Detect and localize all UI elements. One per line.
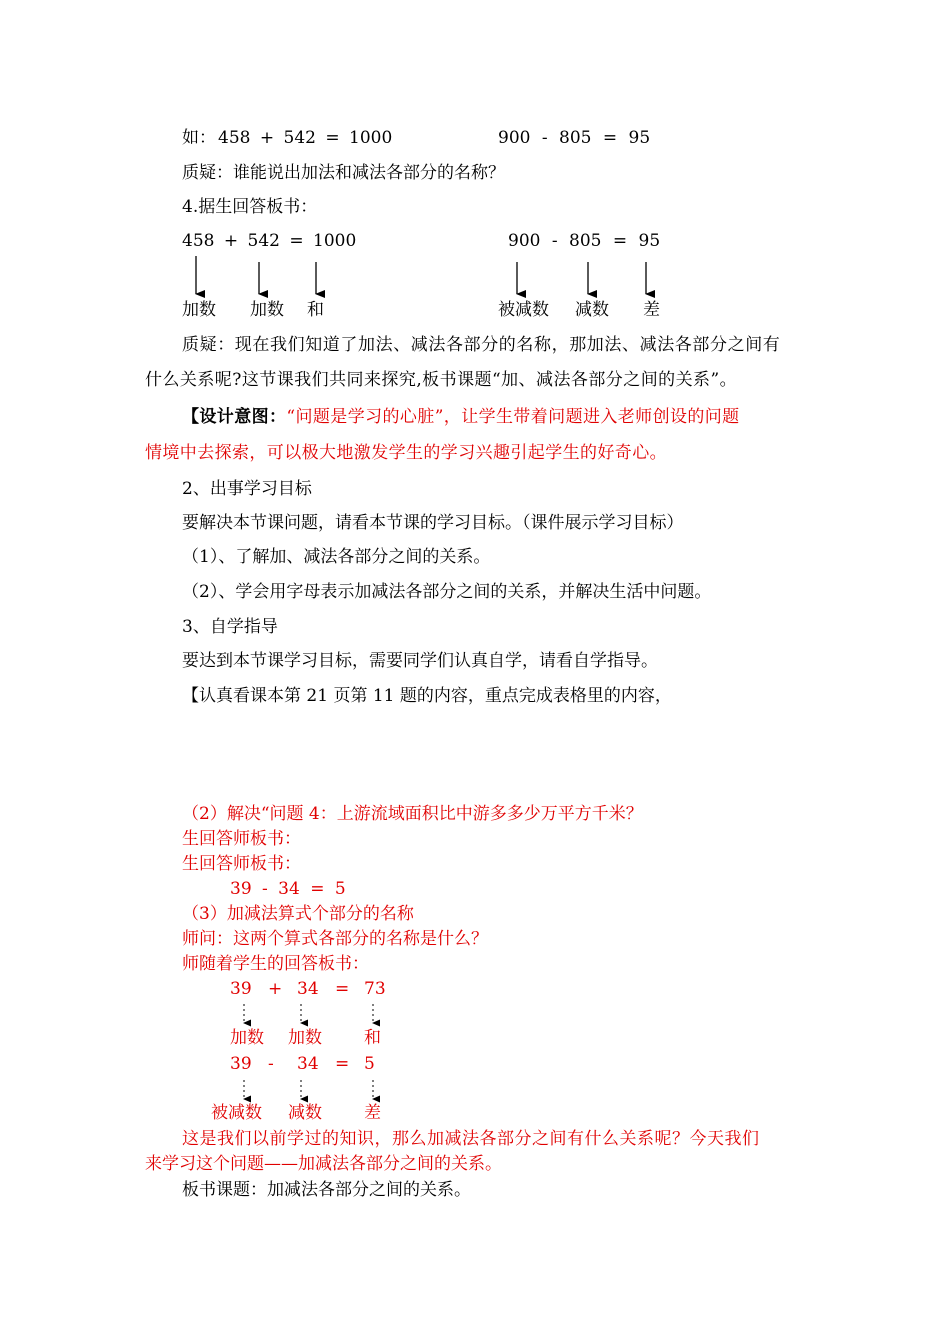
red-sub-part-3: 34 [297,1054,319,1074]
red-sub-part-2: - [268,1054,274,1074]
design-intent-text-1: “问题是学习的心脏”，让学生带着问题进入老师创设的问题 [286,407,740,427]
red-add-part-1: 39 [230,979,252,999]
red-add-part-2: + [268,979,283,999]
label-sum: 和 [307,300,324,320]
red-label-minuend: 被减数 [211,1103,262,1123]
red-add-part-4: = [335,979,350,999]
red-sub-part-1: 39 [230,1054,252,1074]
red-equation: 39 - 34 = 5 [230,879,346,899]
board-sub-equation: 900 - 805 = 95 [508,231,661,251]
red-add-part-3: 34 [297,979,319,999]
design-intent-line-1 [182,407,740,427]
red-label-sum: 和 [364,1028,381,1048]
board-add-equation: 458 + 542 = 1000 [182,231,357,251]
label-minuend: 被减数 [498,300,549,320]
section-2-title: 2、出事学习目标 [182,479,312,499]
red-label-addend-1: 加数 [230,1028,264,1048]
design-intent-label: 【设计意图： [182,407,287,427]
red-sub-part-4: = [335,1054,350,1074]
red-teacher-question: 师问：这两个算式各部分的名称是什么？ [182,929,488,949]
question-2-line-2: 什么关系呢?这节课我们共同来探究,板书课题“加、减法各部分之间的关系”。 [145,370,738,390]
red-label-subtrahend: 减数 [288,1103,322,1123]
section-3-task: 【认真看课本第 21 页第 11 题的内容，重点完成表格里的内容， [182,686,672,706]
question-1: 质疑：谁能说出加法和减法各部分的名称？ [182,163,505,183]
step-4: 4.据生回答板书： [182,197,318,217]
example-add-equation: 458 + 542 = 1000 [218,128,393,148]
question-2-line-1: 质疑：现在我们知道了加法、减法各部分的名称，那加法、减法各部分之间有 [182,335,781,355]
label-difference: 差 [643,300,660,320]
red-label-addend-2: 加数 [288,1028,322,1048]
red-closing-line-2: 来学习这个问题——加减法各部分之间的关系。 [145,1154,502,1174]
red-add-part-5: 73 [364,979,386,999]
section-2-intro: 要解决本节课问题，请看本节课的学习目标。（课件展示学习目标） [182,513,684,533]
label-addend-2: 加数 [250,300,284,320]
red-problem: （2）解决“问题 4：上游流域面积比中游多多少万平方千米？ [182,804,643,824]
design-intent-line-2: 情境中去探索，可以极大地激发学生的学习兴趣引起学生的好奇心。 [145,443,667,463]
red-closing-line-1: 这是我们以前学过的知识，那么加减法各部分之间有什么关系呢？今天我们 [182,1129,760,1149]
label-addend-1: 加数 [182,300,216,320]
red-item-3: （3）加减法算式个部分的名称 [182,904,414,924]
goal-2: （2）、学会用字母表示加减法各部分之间的关系，并解决生活中问题。 [182,582,712,602]
section-3-title: 3、自学指导 [182,617,278,637]
label-subtrahend: 减数 [575,300,609,320]
red-teacher-board: 师随着学生的回答板书： [182,954,369,974]
red-answer-1: 生回答师板书： [182,829,301,849]
section-3-intro: 要达到本节课学习目标，需要同学们认真自学，请看自学指导。 [182,651,658,671]
example-prefix: 如： [182,128,216,148]
goal-1: （1）、了解加、减法各部分之间的关系。 [182,547,491,567]
example-sub-equation: 900 - 805 = 95 [498,128,651,148]
board-title: 板书课题：加减法各部分之间的关系。 [182,1180,471,1200]
red-sub-part-5: 5 [364,1054,375,1074]
red-label-difference: 差 [364,1103,381,1123]
red-answer-2: 生回答师板书： [182,854,301,874]
